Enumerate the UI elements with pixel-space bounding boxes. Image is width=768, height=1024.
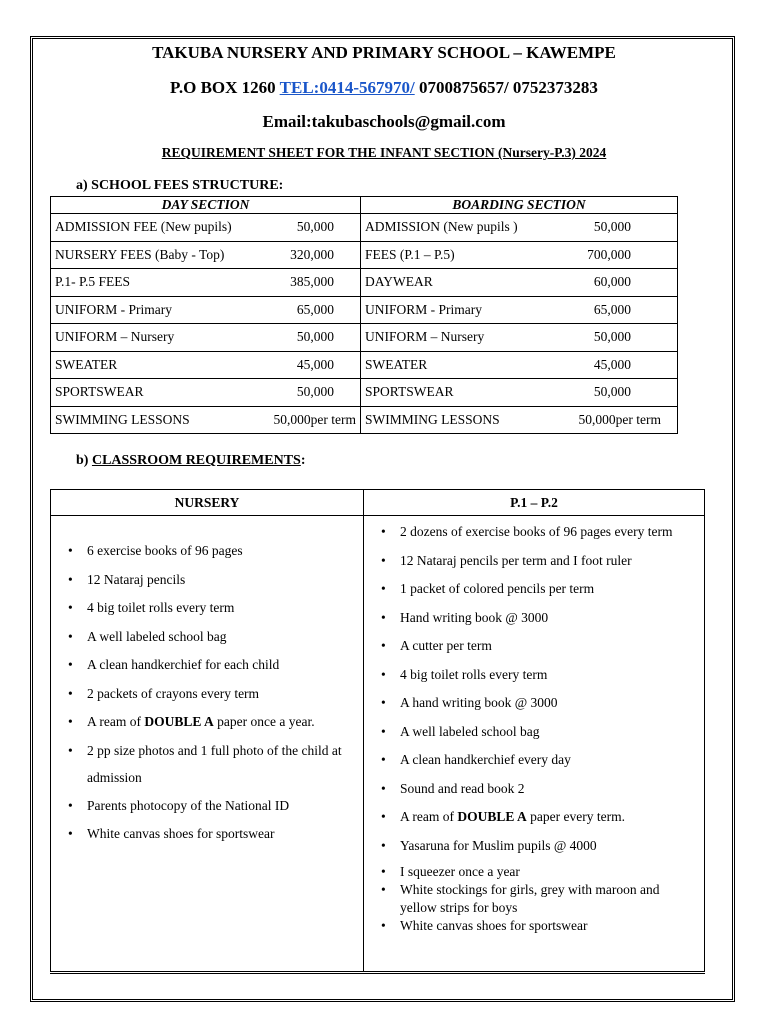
nursery-column [51, 516, 364, 973]
board-amount: 50,000per term [578, 411, 661, 427]
p12-header: P.1 – P.2 [364, 490, 705, 516]
list-item: • Parents photocopy of the National ID [51, 792, 363, 820]
item-text: A ream of [87, 714, 145, 729]
list-item: • 2 pp size photos and 1 full photo of the child at admission [51, 737, 363, 791]
list-item: • White canvas shoes for sportswear [51, 820, 363, 848]
list-item: • A well labeled school bag [51, 623, 363, 651]
day-amount: 50,000 [296, 219, 334, 235]
day-amount: 50,000 [296, 384, 334, 400]
board-item: UNIFORM - Primary [365, 301, 482, 317]
list-item [51, 708, 363, 736]
list-item: • 4 big toilet rolls every term [364, 661, 704, 689]
fees-table [50, 196, 678, 434]
list-item: • Yasaruna for Muslim pupils @ 4000 [364, 832, 704, 860]
list-item: • I squeezer once a year [364, 863, 704, 881]
tel-link[interactable]: TEL:0414-567970/ [279, 78, 415, 97]
email-line: Email:takubaschools@gmail.com [262, 112, 506, 131]
day-item: P.1- P.5 FEES [55, 274, 131, 290]
day-item: ADMISSION FEE (New pupils) [55, 219, 232, 235]
day-amount: 385,000 [290, 274, 334, 290]
classroom-section-label [76, 453, 306, 469]
item-text: paper once a year. [213, 714, 315, 729]
board-amount: 700,000 [587, 246, 631, 262]
school-name: TAKUBA NURSERY AND PRIMARY SCHOOL – KAWEMPE [152, 43, 616, 62]
phone-numbers: 0700875657/ 0752373283 [414, 78, 598, 97]
board-amount: 50,000 [593, 384, 631, 400]
fees-row [51, 406, 678, 434]
fees-row [51, 296, 678, 324]
classroom-section-title: CLASSROOM REQUIREMENTS [91, 453, 301, 468]
fees-row [51, 379, 678, 407]
board-item: SWEATER [365, 356, 428, 372]
list-item: • White stockings for girls, grey with maroon and yellow strips for boys [364, 881, 704, 917]
contact-line [0, 78, 768, 98]
board-amount: 50,000 [593, 219, 631, 235]
po-box: P.O BOX 1260 [170, 78, 276, 97]
list-item: • Sound and read book 2 [364, 775, 704, 803]
day-amount: 50,000per term [273, 411, 356, 427]
nursery-header: NURSERY [51, 490, 364, 516]
list-item: • A hand writing book @ 3000 [364, 689, 704, 717]
list-item: • Hand writing book @ 3000 [364, 604, 704, 632]
fees-row [51, 269, 678, 297]
item-emphasis: DOUBLE A [457, 809, 527, 824]
list-item: • 2 dozens of exercise books of 96 pages every term [364, 518, 704, 546]
board-item: SWIMMING LESSONS [365, 411, 500, 427]
item-text: paper every term. [526, 809, 625, 824]
classroom-section-prefix: b) [76, 453, 92, 468]
sheet-title: REQUIREMENT SHEET FOR THE INFANT SECTION (Nursery-P.3) 2024 [161, 145, 607, 160]
requirements-header-row [51, 490, 705, 516]
requirements-body-row [51, 516, 705, 973]
day-item: UNIFORM - Primary [55, 301, 172, 317]
list-item: • A cutter per term [364, 632, 704, 660]
list-item: • White canvas shoes for sportswear [364, 917, 704, 935]
board-item: DAYWEAR [365, 274, 433, 290]
board-item: SPORTSWEAR [365, 384, 454, 400]
board-amount: 50,000 [593, 329, 631, 345]
fees-row [51, 351, 678, 379]
list-item: • 2 packets of crayons every term [51, 680, 363, 708]
day-amount: 50,000 [296, 329, 334, 345]
board-item: FEES (P.1 – P.5) [365, 246, 455, 262]
board-amount: 45,000 [593, 356, 631, 372]
fees-section-label: a) SCHOOL FEES STRUCTURE: [76, 178, 284, 193]
board-item: UNIFORM – Nursery [365, 329, 485, 345]
day-section-header: DAY SECTION [51, 197, 361, 214]
requirements-table [50, 489, 705, 974]
day-amount: 45,000 [296, 356, 334, 372]
day-item: UNIFORM – Nursery [55, 329, 175, 345]
day-item: SWEATER [55, 356, 118, 372]
day-amount: 320,000 [290, 246, 334, 262]
fees-header-row [51, 197, 678, 214]
day-item: SPORTSWEAR [55, 384, 144, 400]
p12-column [364, 516, 705, 973]
day-item: SWIMMING LESSONS [55, 411, 190, 427]
classroom-section-suffix: : [300, 453, 306, 468]
boarding-section-header: BOARDING SECTION [361, 197, 678, 214]
list-item: • 4 big toilet rolls every term [51, 594, 363, 622]
list-item: • 12 Nataraj pencils per term and I foot ruler [364, 547, 704, 575]
list-item: • 12 Nataraj pencils [51, 566, 363, 594]
board-amount: 65,000 [593, 301, 631, 317]
day-amount: 65,000 [296, 301, 334, 317]
list-item: • A well labeled school bag [364, 718, 704, 746]
item-text: A ream of [400, 809, 458, 824]
list-item: • A clean handkerchief every day [364, 746, 704, 774]
nursery-list [51, 537, 363, 848]
board-item: ADMISSION (New pupils ) [365, 219, 518, 235]
fees-row [51, 214, 678, 242]
p12-list [364, 518, 704, 935]
fees-row [51, 241, 678, 269]
list-item: • 1 packet of colored pencils per term [364, 575, 704, 603]
list-item: • A clean handkerchief for each child [51, 651, 363, 679]
list-item [364, 803, 704, 831]
list-item: • 6 exercise books of 96 pages [51, 537, 363, 565]
day-item: NURSERY FEES (Baby - Top) [55, 246, 225, 262]
item-emphasis: DOUBLE A [144, 714, 214, 729]
board-amount: 60,000 [593, 274, 631, 290]
fees-row [51, 324, 678, 352]
